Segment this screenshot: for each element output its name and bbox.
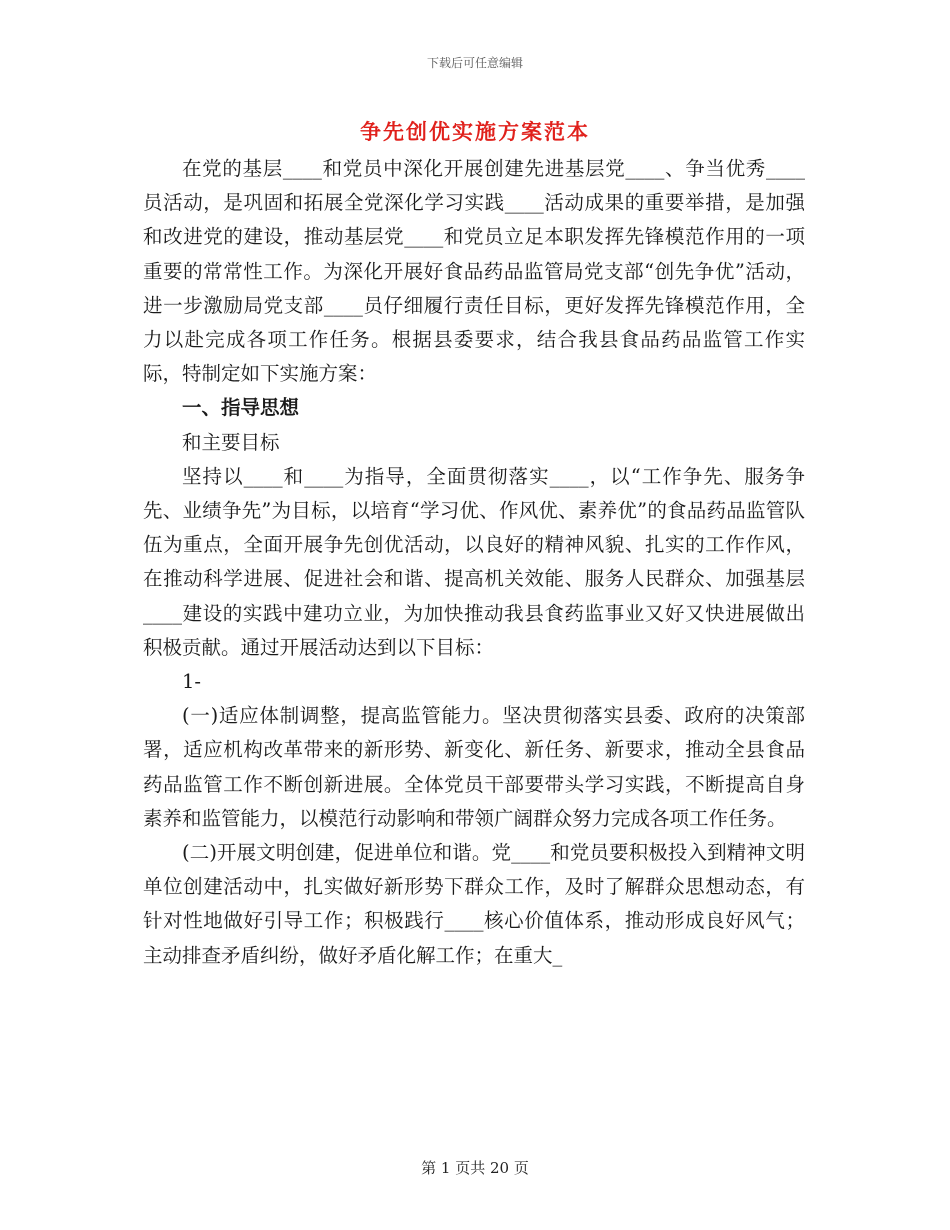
intro-paragraph: 在党的基层____和党员中深化开展创建先进基层党____、争当优秀____员活动，是巩固和拓展全党深化学习实践____活动成果的重要举措，是加强和改进党的建设，推动基层党____和党员立足本职发挥先锋模范作用的一项重要的常常性工作。为深化开展好食品药品监管局党支部“创先争优”活动，进一步激励局党支部____员仔细履行责任目标，更好发挥先锋模范作用，全力以赴完成各项工作任务。根据县委要求，结合我县食品药品监管工作实际，特制定如下实施方案： — [143, 157, 805, 386]
guideline-paragraph: 坚持以____和____为指导，全面贯彻落实____，以“工作争先、服务争先、业绩争先”为目标，以培育“学习优、作风优、素养优”的食品药品监管队伍为重点，全面开展争先创优活动，以良好的精神风貌、扎实的工作作风，在推动科学进展、促进社会和谐、提高机关效能、服务人民群众、加强基层____建设的实践中建功立业，为加快推动我县食药监事业又好又快进展做出积极贡献。通过开展活动达到以下目标： — [143, 464, 805, 659]
goal-paragraph-1: (一)适应体制调整，提高监管能力。坚决贯彻落实县委、政府的决策部署，适应机构改革带来的新形势、新变化、新任务、新要求，推动全县食品药品监管工作不断创新进展。全体党员干部要带头学习实践，不断提高自身素养和监管能力，以模范行动影响和带领广阔群众努力完成各项工作任务。 — [143, 704, 805, 830]
document-body — [143, 152, 805, 973]
section-subheading: 和主要目标 — [182, 430, 280, 454]
goal-paragraph-2: (二)开展文明创建，促进单位和谐。党____和党员要积极投入到精神文明单位创建活动中，扎实做好新形势下群众工作，及时了解群众思想动态，有针对性地做好引导工作；积极践行____核心价值体系，推动形成良好风气；主动排查矛盾纠纷，做好矛盾化解工作；在重大_ — [143, 841, 805, 967]
page-header-note: 下载后可任意编辑 — [426, 56, 523, 70]
list-number: 1- — [182, 670, 201, 694]
section-heading: 一、指导思想 — [182, 396, 300, 420]
document-title: 争先创优实施方案范本 — [360, 119, 590, 144]
page-footer-number: 第 1 页共 20 页 — [421, 1159, 529, 1177]
